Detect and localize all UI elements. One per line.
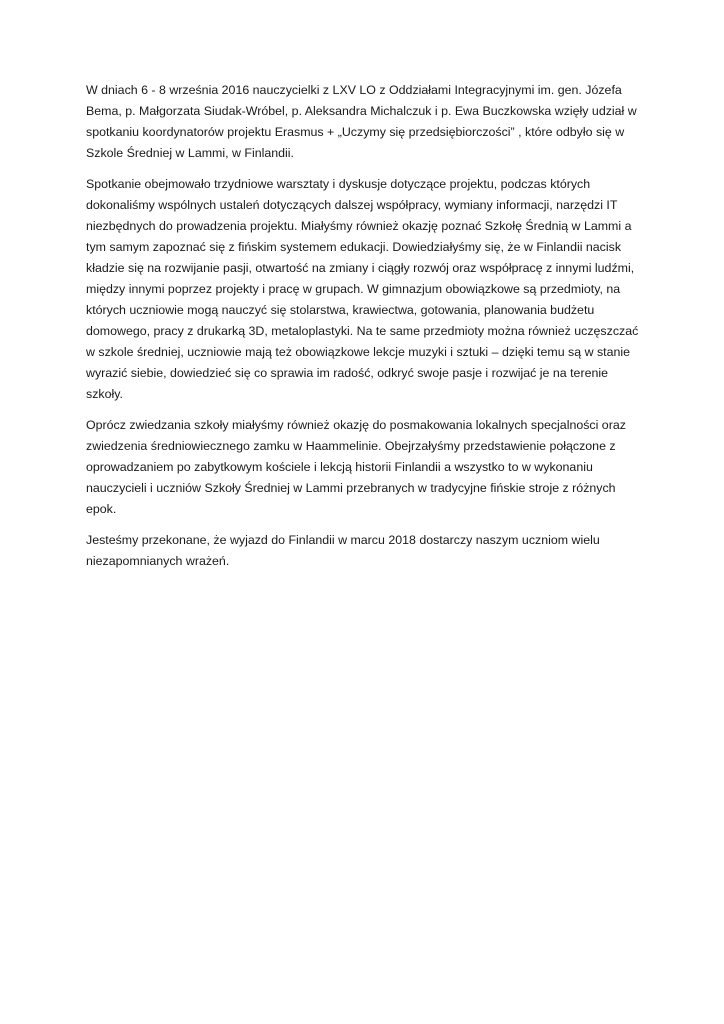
document-body <box>86 80 646 582</box>
paragraph-conclusion: Jesteśmy przekonane, że wyjazd do Finlandii w marcu 2018 dostarczy naszym uczniom wielu niezapomnianych wrażeń. <box>86 533 600 568</box>
paragraph-sightseeing: Oprócz zwiedzania szkoły miałyśmy również okazję do posmakowania lokalnych specjalności oraz zwiedzenia średniowiecznego zamku w Haammelinie. Obejrzałyśmy przedstawienie połączone z oprowadzaniem po zabytkowym kościele i lekcją historii Finlandii a wszystko to w wykonaniu nauczycieli i uczniów Szkoły Średniej w Lammi przebranych w tradycyjne fińskie stroje z różnych epok. <box>86 418 626 516</box>
paragraph-workshops: Spotkanie obejmowało trzydniowe warsztaty i dyskusje dotyczące projektu, podczas których dokonaliśmy wspólnych ustaleń dotyczących dalszej współpracy, wymiany informacji, narzędzi IT niezbędnych do prowadzenia projektu. Miałyśmy również okazję poznać Szkołę Średnią w Lammi a tym samym zapoznać się z fińskim systemem edukacji. Dowiedziałyśmy się, że w Finlandii nacisk kładzie się na rozwijanie pasji, otwartość na zmiany i ciągły rozwój oraz współpracę z innymi ludźmi, między innymi poprzez projekty i pracę w grupach. W gimnazjum obowiązkowe są przedmioty, na których uczniowie mogą nauczyć się stolarstwa, krawiectwa, gotowania, planowania budżetu domowego, pracy z drukarką 3D, metaloplastyki. Na te same przedmioty można również uczęszczać w szkole średniej, uczniowie mają też obowiązkowe lekcje muzyki i sztuki – dzięki temu są w stanie wyrazić siebie, dowiedzieć się co sprawia im radość, odkryć swoje pasje i rozwijać je na terenie szkoły. <box>86 177 639 401</box>
paragraph-meeting-intro: W dniach 6 - 8 września 2016 nauczycielki z LXV LO z Oddziałami Integracyjnymi im. gen. Józefa Bema, p. Małgorzata Siudak-Wróbel, p. Aleksandra Michalczuk i p. Ewa Buczkowska wzięły udział w spotkaniu koordynatorów projektu Erasmus + „Uczymy się przedsiębiorczości” , które odbyło się w Szkole Średniej w Lammi, w Finlandii. <box>86 83 637 160</box>
